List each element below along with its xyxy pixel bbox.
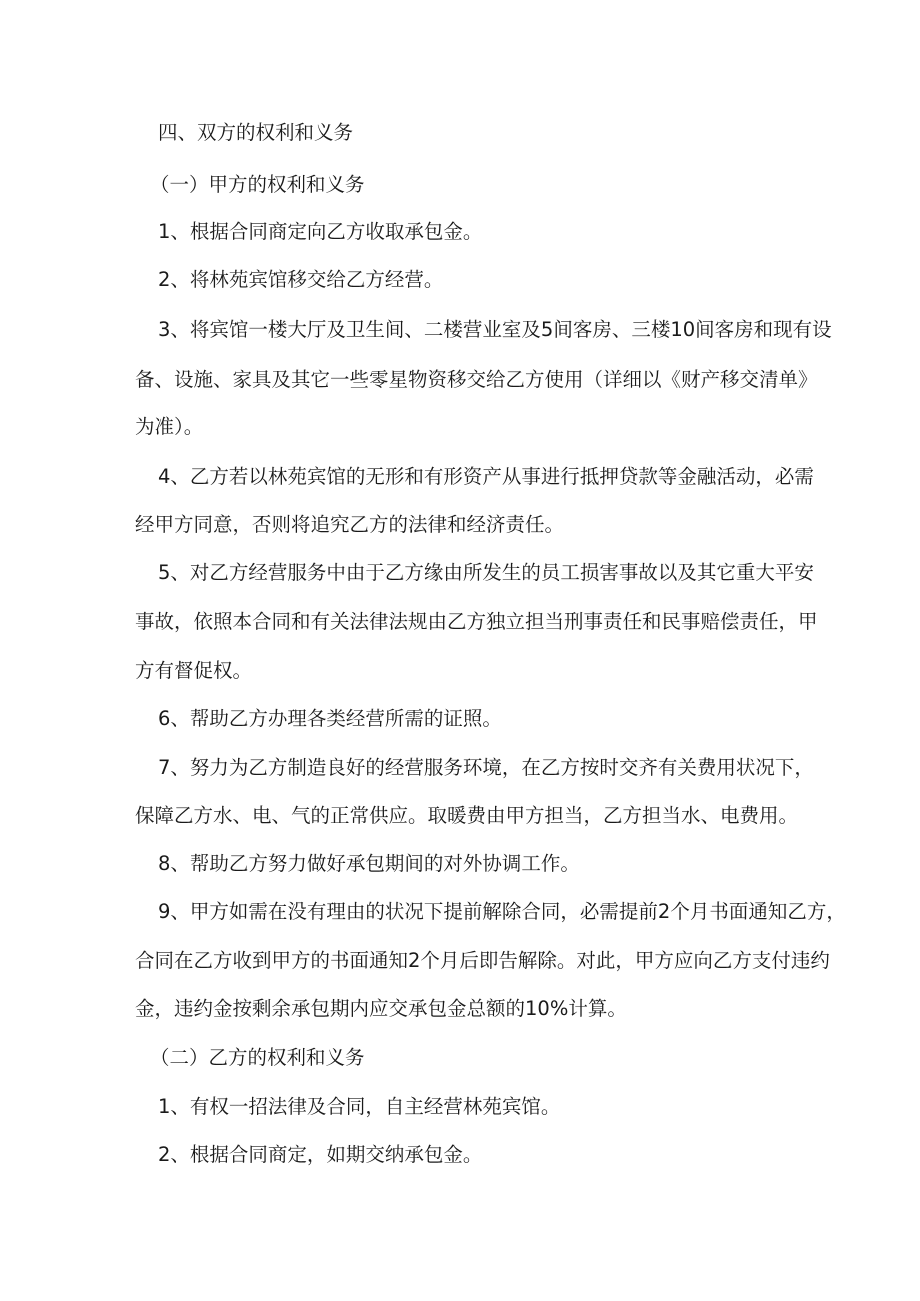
party-b-heading: （二）乙方的权利和义务 [150,1046,365,1069]
party-a-item-5-line-3: 方有督促权。 [135,659,253,682]
section-title: 四、双方的权利和义务 [158,121,354,144]
party-a-item-6: 6、帮助乙方办理各类经营所需的证照。 [158,707,502,730]
party-b-item-2: 2、根据合同商定，如期交纳承包金。 [158,1143,483,1166]
party-a-item-5-line-1: 5、对乙方经营服务中由于乙方缘由所发生的员工损害事故以及其它重大平安 [158,561,814,584]
party-a-heading: （一）甲方的权利和义务 [150,173,365,196]
party-a-item-3-line-3: 为准）。 [135,415,204,438]
party-b-item-1: 1、有权一招法律及合同，自主经营林苑宾馆。 [158,1095,561,1118]
party-a-item-8: 8、帮助乙方努力做好承包期间的对外协调工作。 [158,852,580,875]
party-a-item-4-line-1: 4、乙方若以林苑宾馆的无形和有形资产从事进行抵押贷款等金融活动，必需 [158,465,814,488]
party-a-item-7-line-1: 7、努力为乙方制造良好的经营服务环境，在乙方按时交齐有关费用状况下， [158,756,814,779]
party-a-item-2: 2、将林苑宾馆移交给乙方经营。 [158,268,444,291]
party-a-item-3-line-1: 3、将宾馆一楼大厅及卫生间、二楼营业室及5间客房、三楼10间客房和现有设 [158,318,832,341]
party-a-item-3-line-2: 备、设施、家具及其它一些零星物资移交给乙方使用（详细以《财产移交清单》 [135,368,818,391]
party-a-item-4-line-2: 经甲方同意，否则将追究乙方的法律和经济责任。 [135,513,565,536]
party-a-item-9-line-3: 金，违约金按剩余承包期内应交承包金总额的10%计算。 [135,997,627,1020]
party-a-item-9-line-1: 9、甲方如需在没有理由的状况下提前解除合同，必需提前2个月书面通知乙方， [158,900,846,923]
party-a-item-9-line-2: 合同在乙方收到甲方的书面通知2个月后即告解除。对此，甲方应向乙方支付违约 [135,949,830,972]
party-a-item-1: 1、根据合同商定向乙方收取承包金。 [158,220,483,243]
party-a-item-7-line-2: 保障乙方水、电、气的正常供应。取暖费由甲方担当，乙方担当水、电费用。 [135,804,799,827]
party-a-item-5-line-2: 事故，依照本合同和有关法律法规由乙方独立担当刑事责任和民事赔偿责任，甲 [135,610,818,633]
